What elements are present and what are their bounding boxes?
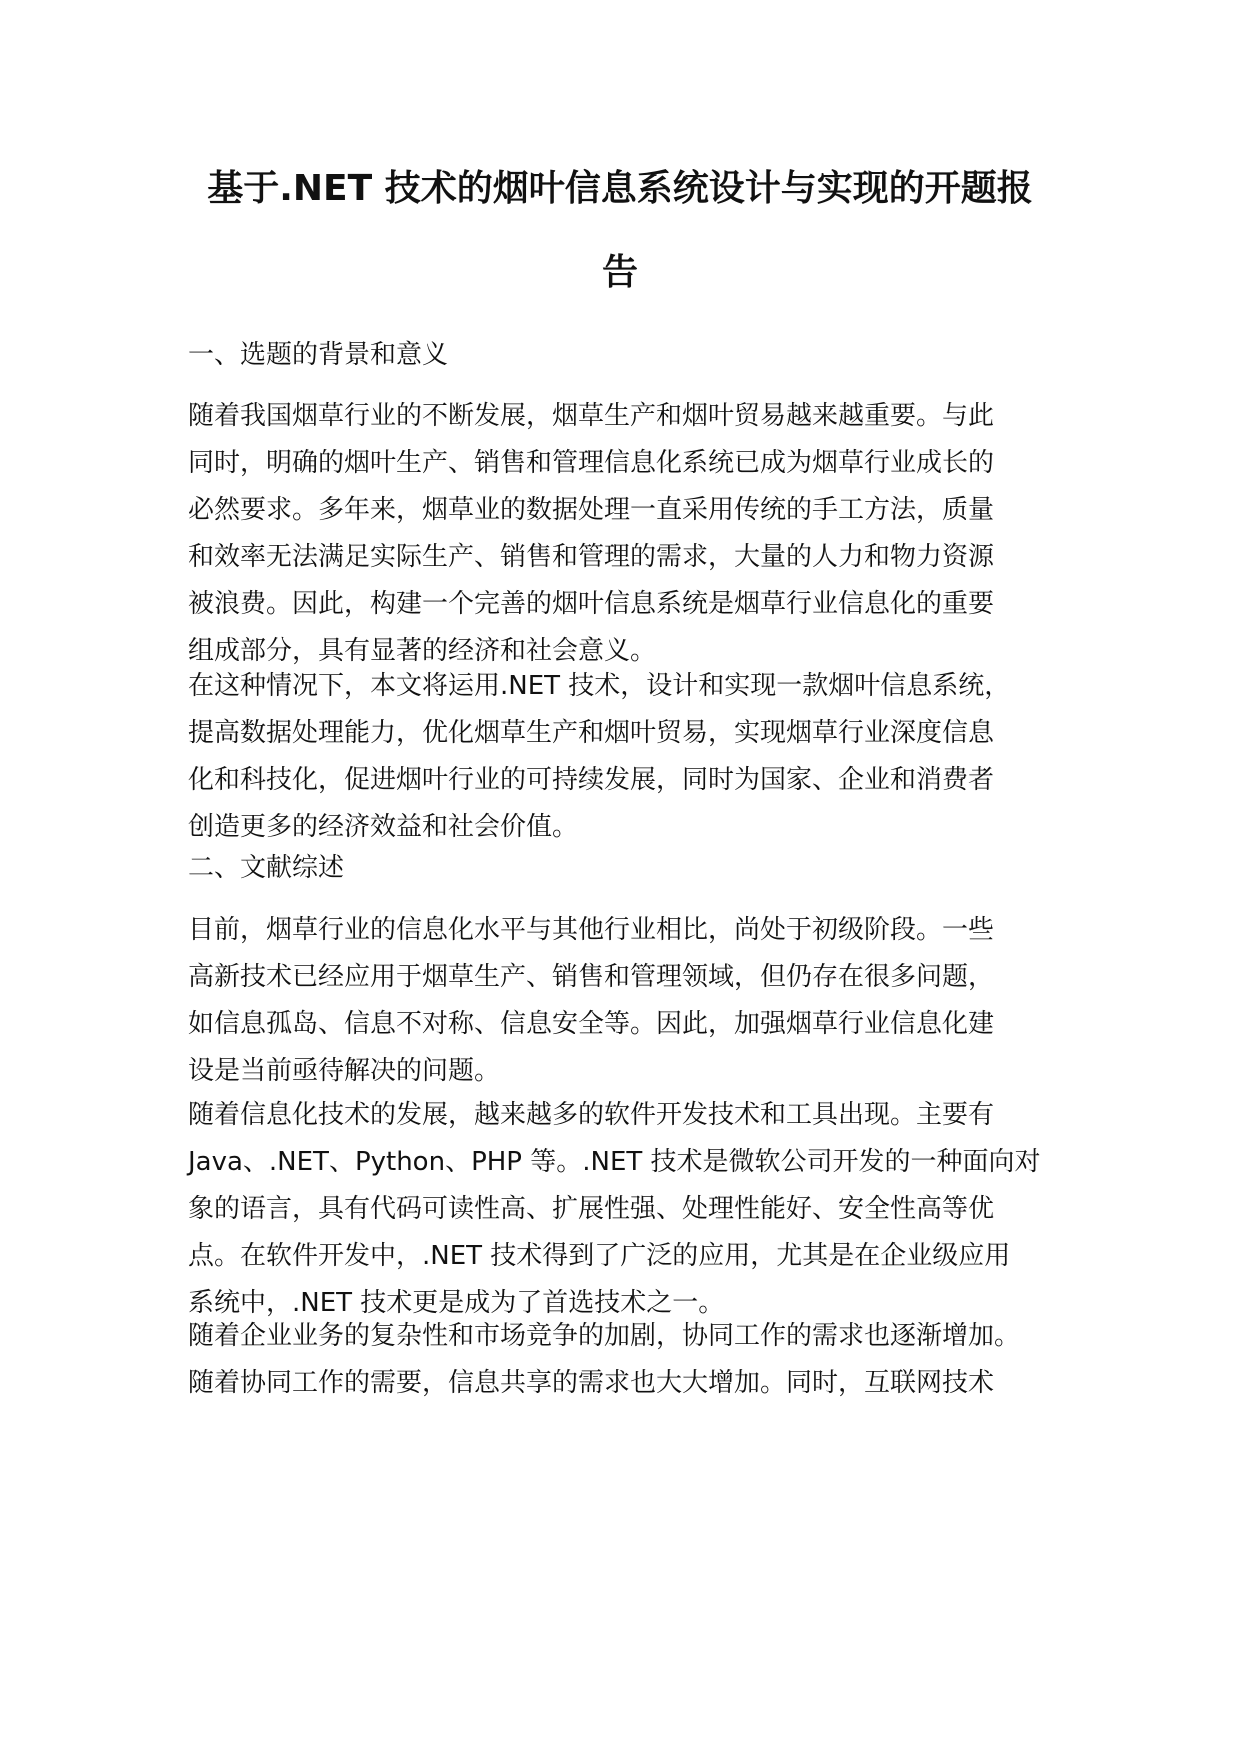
section-heading: 一、选题的背景和意义 — [188, 340, 449, 370]
document-title — [170, 168, 1070, 294]
paragraph-line: 目前，烟草行业的信息化水平与其他行业相比，尚处于初级阶段。一些 — [188, 915, 995, 945]
paragraph — [188, 1313, 1088, 1407]
paragraph-line: 随着协同工作的需要，信息共享的需求也大大增加。同时，互联网技术 — [188, 1368, 995, 1398]
paragraph-line: 被浪费。因此，构建一个完善的烟叶信息系统是烟草行业信息化的重要 — [188, 589, 995, 619]
paragraph-line: 和效率无法满足实际生产、销售和管理的需求，大量的人力和物力资源 — [188, 542, 995, 572]
paragraph-line: 如信息孤岛、信息不对称、信息安全等。因此，加强烟草行业信息化建 — [188, 1009, 995, 1039]
paragraph-line: 创造更多的经济效益和社会价值。 — [188, 812, 579, 842]
paragraph-line: 随着信息化技术的发展，越来越多的软件开发技术和工具出现。主要有 — [188, 1100, 995, 1130]
paragraph-line: 随着企业业务的复杂性和市场竞争的加剧，协同工作的需求也逐渐增加。 — [188, 1321, 1021, 1351]
paragraph-line: 化和科技化，促进烟叶行业的可持续发展，同时为国家、企业和消费者 — [188, 765, 995, 795]
paragraph-line: 设是当前亟待解决的问题。 — [188, 1056, 501, 1086]
paragraph-line: 在这种情况下，本文将运用.NET 技术，设计和实现一款烟叶信息系统， — [188, 671, 1011, 701]
paragraph — [188, 393, 1088, 675]
title-line: 告 — [601, 252, 638, 293]
paragraph-line: 随着我国烟草行业的不断发展，烟草生产和烟叶贸易越来越重要。与此 — [188, 401, 995, 431]
paragraph-line: Java、.NET、Python、PHP 等。.NET 技术是微软公司开发的一种面向对 — [188, 1147, 1041, 1177]
paragraph-line: 高新技术已经应用于烟草生产、销售和管理领域，但仍存在很多问题， — [188, 962, 995, 992]
paragraph-line: 组成部分，具有显著的经济和社会意义。 — [188, 636, 657, 666]
paragraph-line: 系统中，.NET 技术更是成为了首选技术之一。 — [188, 1288, 725, 1318]
paragraph-line: 提高数据处理能力，优化烟草生产和烟叶贸易，实现烟草行业深度信息 — [188, 718, 995, 748]
paragraph-line: 象的语言，具有代码可读性高、扩展性强、处理性能好、安全性高等优 — [188, 1194, 995, 1224]
paragraph-line: 点。在软件开发中，.NET 技术得到了广泛的应用，尤其是在企业级应用 — [188, 1241, 1011, 1271]
paragraph-line: 同时，明确的烟叶生产、销售和管理信息化系统已成为烟草行业成长的 — [188, 448, 995, 478]
paragraph — [188, 1092, 1088, 1327]
paragraph-line: 必然要求。多年来，烟草业的数据处理一直采用传统的手工方法，质量 — [188, 495, 995, 525]
paragraph — [188, 663, 1088, 851]
title-line: 基于.NET 技术的烟叶信息系统设计与实现的开题报 — [207, 168, 1033, 209]
paragraph — [188, 907, 1088, 1095]
section-heading: 二、文献综述 — [188, 853, 345, 883]
